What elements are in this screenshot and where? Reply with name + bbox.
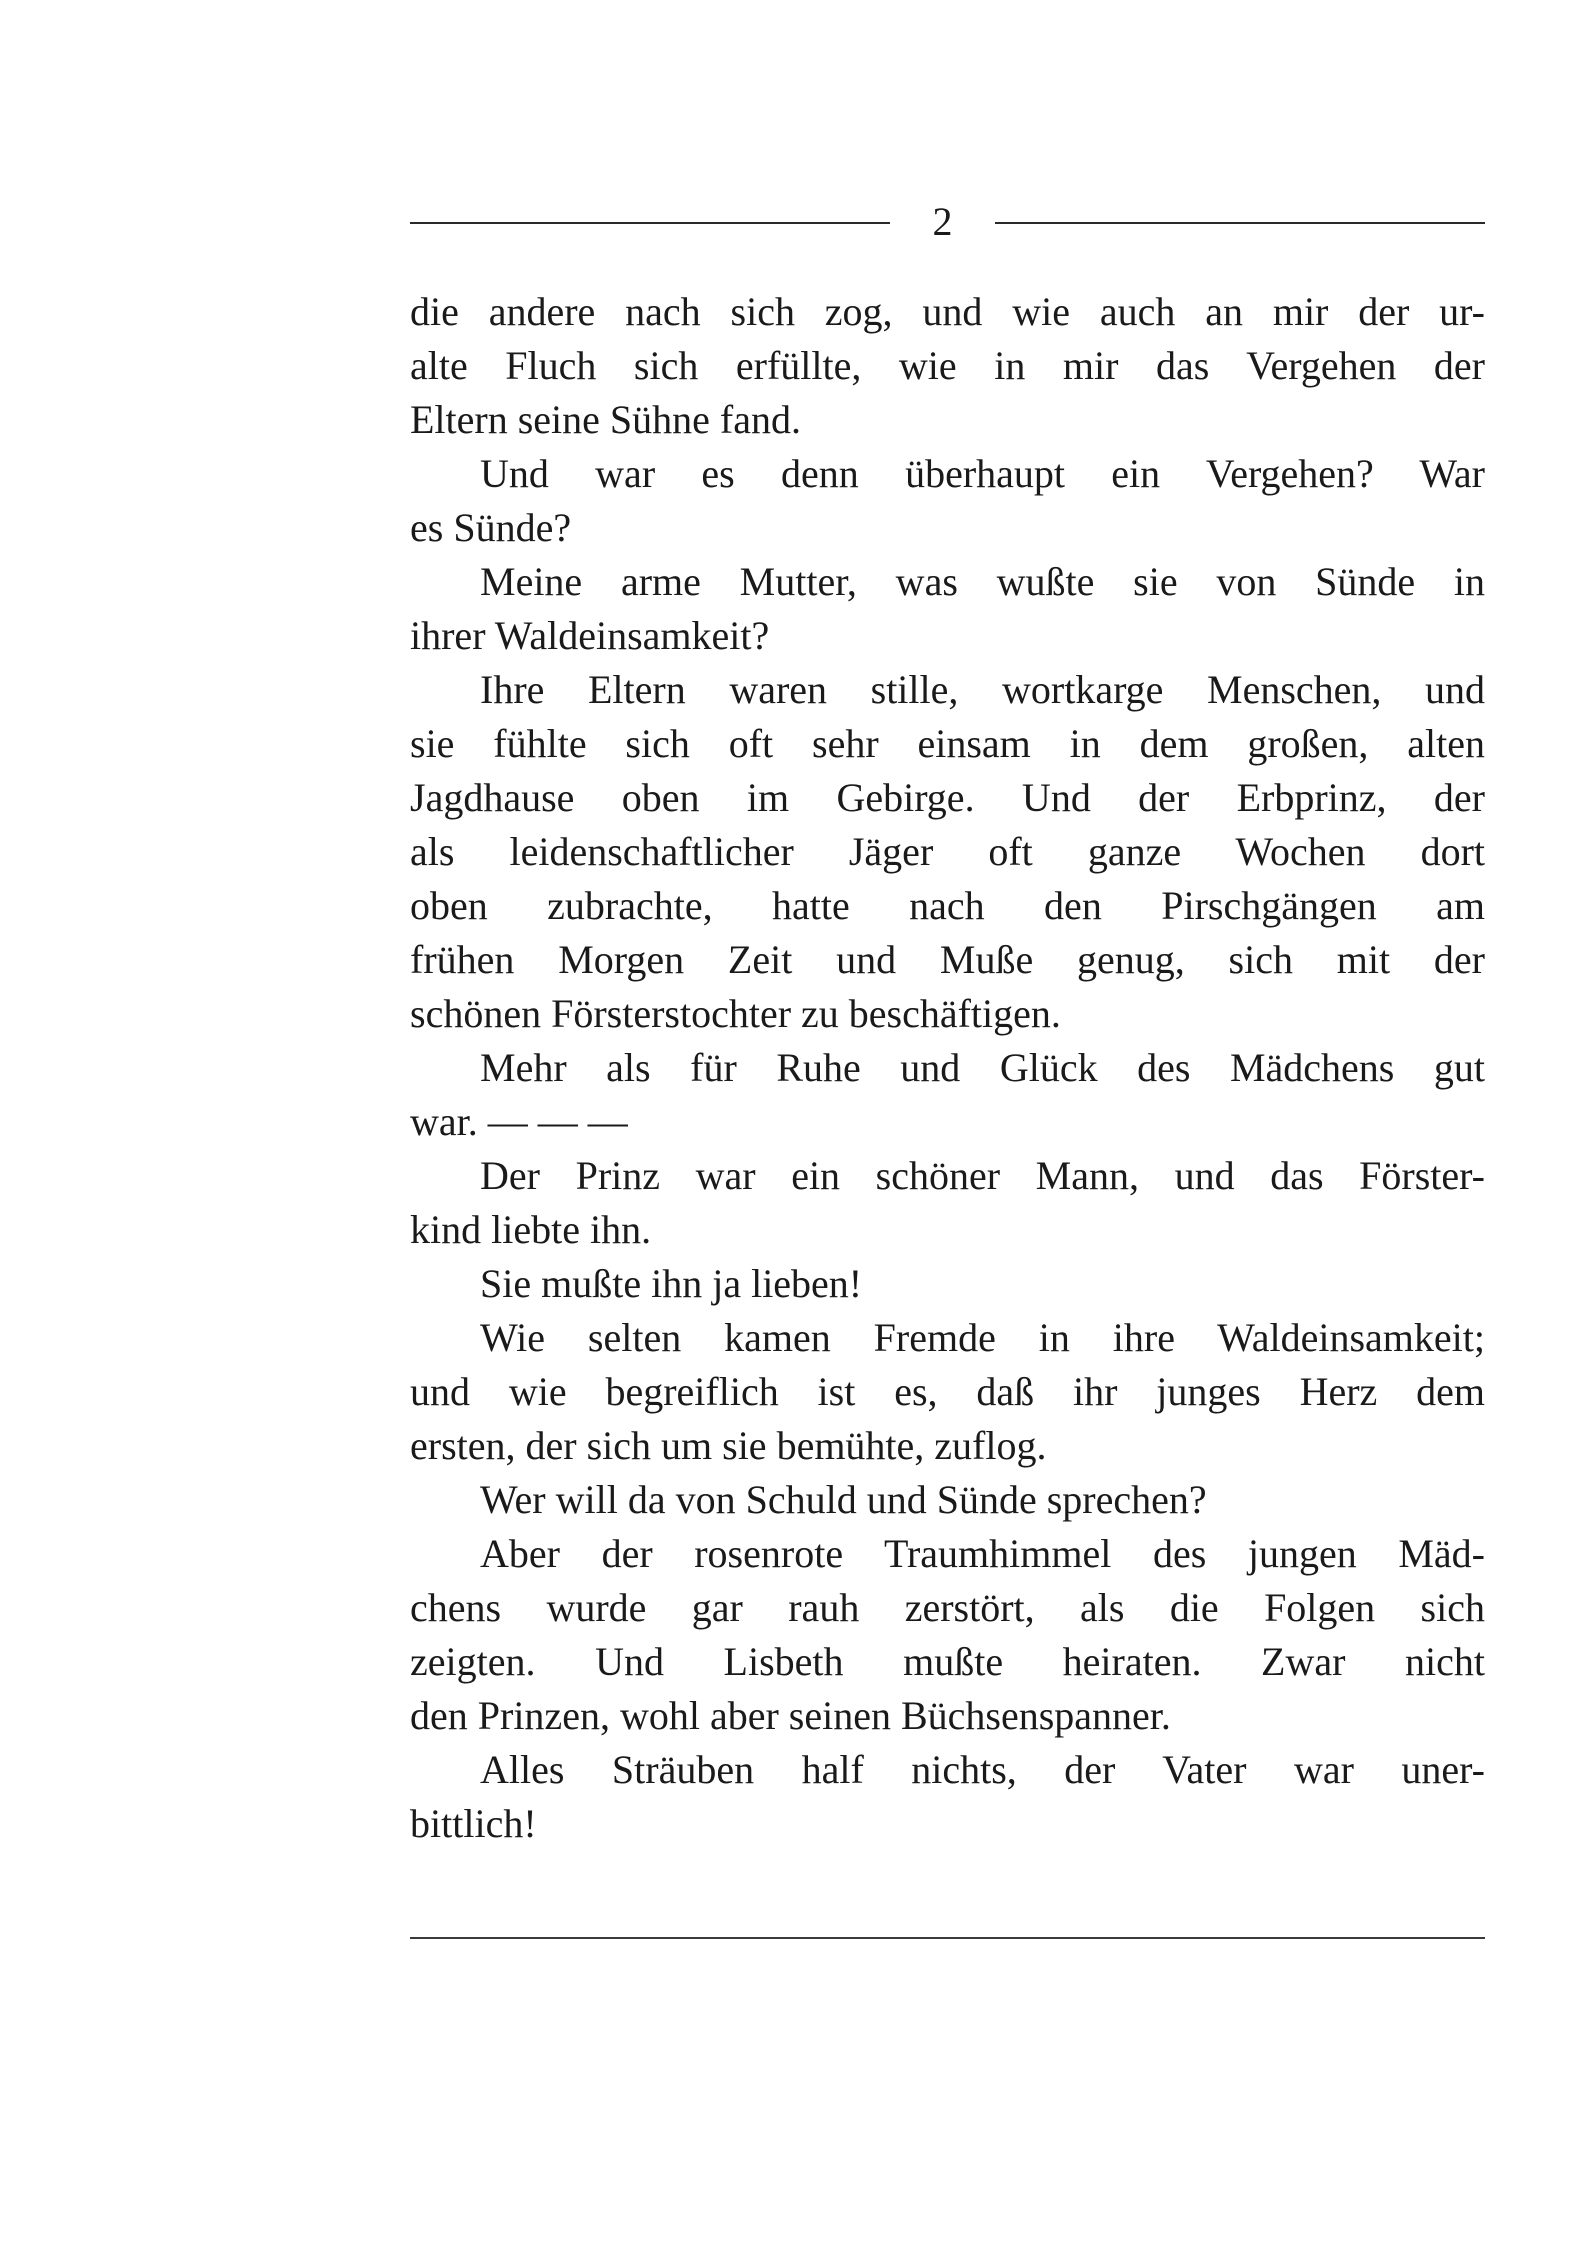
text-line: kind liebte ihn.	[410, 1207, 652, 1252]
text-line: die andere nach sich zog, und wie auch an mir der ur-	[410, 289, 1485, 334]
footer-rule	[410, 1937, 1485, 1939]
text-line: frühen Morgen Zeit und Muße genug, sich mit der	[410, 937, 1485, 982]
text-line: und wie begreiflich ist es, daß ihr junges Herz dem	[410, 1369, 1485, 1414]
text-line: Eltern seine Sühne fand.	[410, 397, 801, 442]
text-line: Wer will da von Schuld und Sünde sprechen?	[480, 1477, 1207, 1522]
text-line: als leidenschaftlicher Jäger oft ganze Wochen dort	[410, 829, 1485, 874]
text-line: chens wurde gar rauh zerstört, als die Folgen sich	[410, 1585, 1485, 1630]
body-text	[410, 285, 1485, 1851]
text-line: sie fühlte sich oft sehr einsam in dem großen, alten	[410, 721, 1485, 766]
text-line: war. — — —	[410, 1099, 628, 1144]
text-line: Und war es denn überhaupt ein Vergehen? War	[480, 451, 1485, 496]
text-line: zeigten. Und Lisbeth mußte heiraten. Zwar nicht	[410, 1639, 1485, 1684]
text-line: alte Fluch sich erfüllte, wie in mir das Vergehen der	[410, 343, 1485, 388]
text-line: Der Prinz war ein schöner Mann, und das Förster-	[480, 1153, 1485, 1198]
text-line: Mehr als für Ruhe und Glück des Mädchens gut	[480, 1045, 1485, 1090]
text-line: Sie mußte ihn ja lieben!	[480, 1261, 863, 1306]
header-rule-left	[410, 222, 890, 224]
text-line: den Prinzen, wohl aber seinen Büchsenspanner.	[410, 1693, 1171, 1738]
text-line: bittlich!	[410, 1801, 537, 1846]
header-rule-right	[995, 222, 1485, 224]
page-number: 2	[932, 199, 953, 244]
page-header	[410, 200, 1485, 250]
text-line: Jagdhause oben im Gebirge. Und der Erbprinz, der	[410, 775, 1485, 820]
text-line: Wie selten kamen Fremde in ihre Waldeinsamkeit;	[480, 1315, 1485, 1360]
text-line: ersten, der sich um sie bemühte, zuflog.	[410, 1423, 1047, 1468]
text-line: schönen Försterstochter zu beschäftigen.	[410, 991, 1061, 1036]
text-line: Aber der rosenrote Traumhimmel des jungen Mäd-	[480, 1531, 1485, 1576]
text-line: Meine arme Mutter, was wußte sie von Sünde in	[480, 559, 1485, 604]
text-line: ihrer Waldeinsamkeit?	[410, 613, 770, 658]
text-line: Ihre Eltern waren stille, wortkarge Menschen, und	[480, 667, 1485, 712]
text-line: Alles Sträuben half nichts, der Vater war uner-	[480, 1747, 1485, 1792]
text-line: oben zubrachte, hatte nach den Pirschgängen am	[410, 883, 1485, 928]
text-line: es Sünde?	[410, 505, 572, 550]
